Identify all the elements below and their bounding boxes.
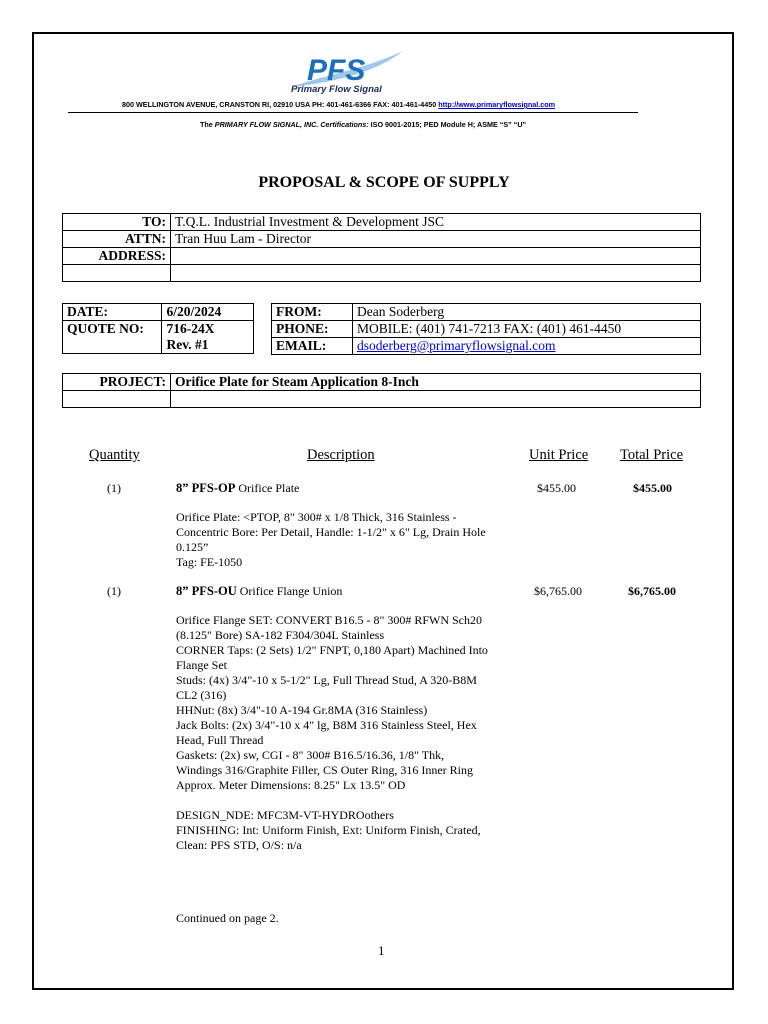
quote-no-label: QUOTE NO:	[63, 321, 162, 354]
item-2-total-price: $6,765.00	[628, 584, 676, 598]
quote-info-table	[62, 303, 254, 354]
item-2-title: 8” PFS-OU Orifice Flange Union	[176, 584, 343, 598]
from-label: FROM:	[272, 304, 353, 321]
address-extra-value	[171, 265, 701, 282]
sender-table	[271, 303, 701, 355]
to-value: T.Q.L. Industrial Investment & Development JSC	[171, 214, 701, 231]
item-1-details: Orifice Plate: <PTOP, 8" 300# x 1/8 Thick, 316 Stainless - Concentric Bore: Per Detail, Handle: 1-1/2" x 6" Lg, Drain Hole 0.125” Tag: FE-1050	[176, 510, 486, 569]
item-2-quantity: (1)	[107, 584, 121, 598]
item-1-unit-price: $455.00	[537, 481, 576, 495]
date-value: 6/20/2024	[162, 304, 254, 321]
date-label: DATE:	[63, 304, 162, 321]
project-table	[62, 373, 701, 408]
item-2-details: Orifice Flange SET: CONVERT B16.5 - 8" 300# RFWN Sch20 (8.125" Bore) SA-182 F304/304L Stainless CORNER Taps: (2 Sets) 1/2" FNPT, 0,180 Apart) Machined Into Flange Set Studs: (4x) 3/4"-10 x 5-1/2" Lg, Full Thread Stud, A 320-B8M CL2 (316) HHNut: (8x) 3/4"-10 A-194 Gr.8MA (316 Stainless) Jack Bolts: (2x) 3/4"-10 x 4" lg, B8M 316 Stainless Steel, Hex Head, Full Thread Gaskets: (2x) sw, CGI - 8" 300# B16.5/16.36, 1/8" Thk, Windings 316/Graphite Filler, CS Outer Ring, 316 Inner Ring Approx. Meter Dimensions: 8.25" Lx 13.5" OD DESIGN_NDE: MFC3M-VT-HYDROothers FINISHING: Int: Uniform Finish, Ext: Uniform Finish, Crated, Clean: PFS STD, O/S: n/a	[176, 613, 488, 852]
phone-label: PHONE:	[272, 321, 353, 338]
page-number: 1	[378, 943, 385, 958]
unit-price-header: Unit Price	[529, 447, 589, 463]
address-extra-label	[63, 265, 171, 282]
address-value	[171, 248, 701, 265]
total-price-header: Total Price	[620, 447, 684, 463]
certifications: The PRIMARY FLOW SIGNAL, INC. Certifications: ISO 9001-2015; PED Module H; ASME “S” “U”	[200, 120, 527, 129]
item-1-total-price: $455.00	[633, 481, 672, 495]
logo-tagline: Primary Flow Signal	[291, 84, 382, 95]
continued-note: Continued on page 2.	[176, 911, 279, 925]
recipient-table	[62, 213, 701, 282]
project-value: Orifice Plate for Steam Application 8-Inch	[171, 374, 701, 391]
project-extra-label	[63, 391, 171, 408]
description-header: Description	[307, 447, 375, 463]
email-link[interactable]: dsoderberg@primaryflowsignal.com	[357, 338, 556, 353]
quantity-header: Quantity	[89, 447, 140, 463]
attn-value: Tran Huu Lam - Director	[171, 231, 701, 248]
attn-label: ATTN:	[63, 231, 171, 248]
item-1-quantity: (1)	[107, 481, 121, 495]
header-divider	[68, 112, 638, 113]
project-label: PROJECT:	[63, 374, 171, 391]
item-1-title: 8” PFS-OP Orifice Plate	[176, 481, 300, 495]
phone-value: MOBILE: (401) 741-7213 FAX: (401) 461-4450	[353, 321, 701, 338]
to-label: TO:	[63, 214, 171, 231]
item-2-unit-price: $6,765.00	[534, 584, 582, 598]
company-address: 800 WELLINGTON AVENUE, CRANSTON RI, 02910 USA PH: 401-461-6366 FAX: 401-461-4450 http://www.primaryflowsignal.com	[122, 100, 555, 109]
logo-text: PFS	[307, 54, 366, 87]
project-extra-value	[171, 391, 701, 408]
document-title: PROPOSAL & SCOPE OF SUPPLY	[258, 174, 510, 191]
email-label: EMAIL:	[272, 338, 353, 355]
revision-value: Rev. #1	[162, 337, 254, 354]
from-value: Dean Soderberg	[353, 304, 701, 321]
quote-no-value: 716-24X	[162, 321, 254, 338]
address-label: ADDRESS:	[63, 248, 171, 265]
website-link[interactable]: http://www.primaryflowsignal.com	[438, 100, 555, 109]
